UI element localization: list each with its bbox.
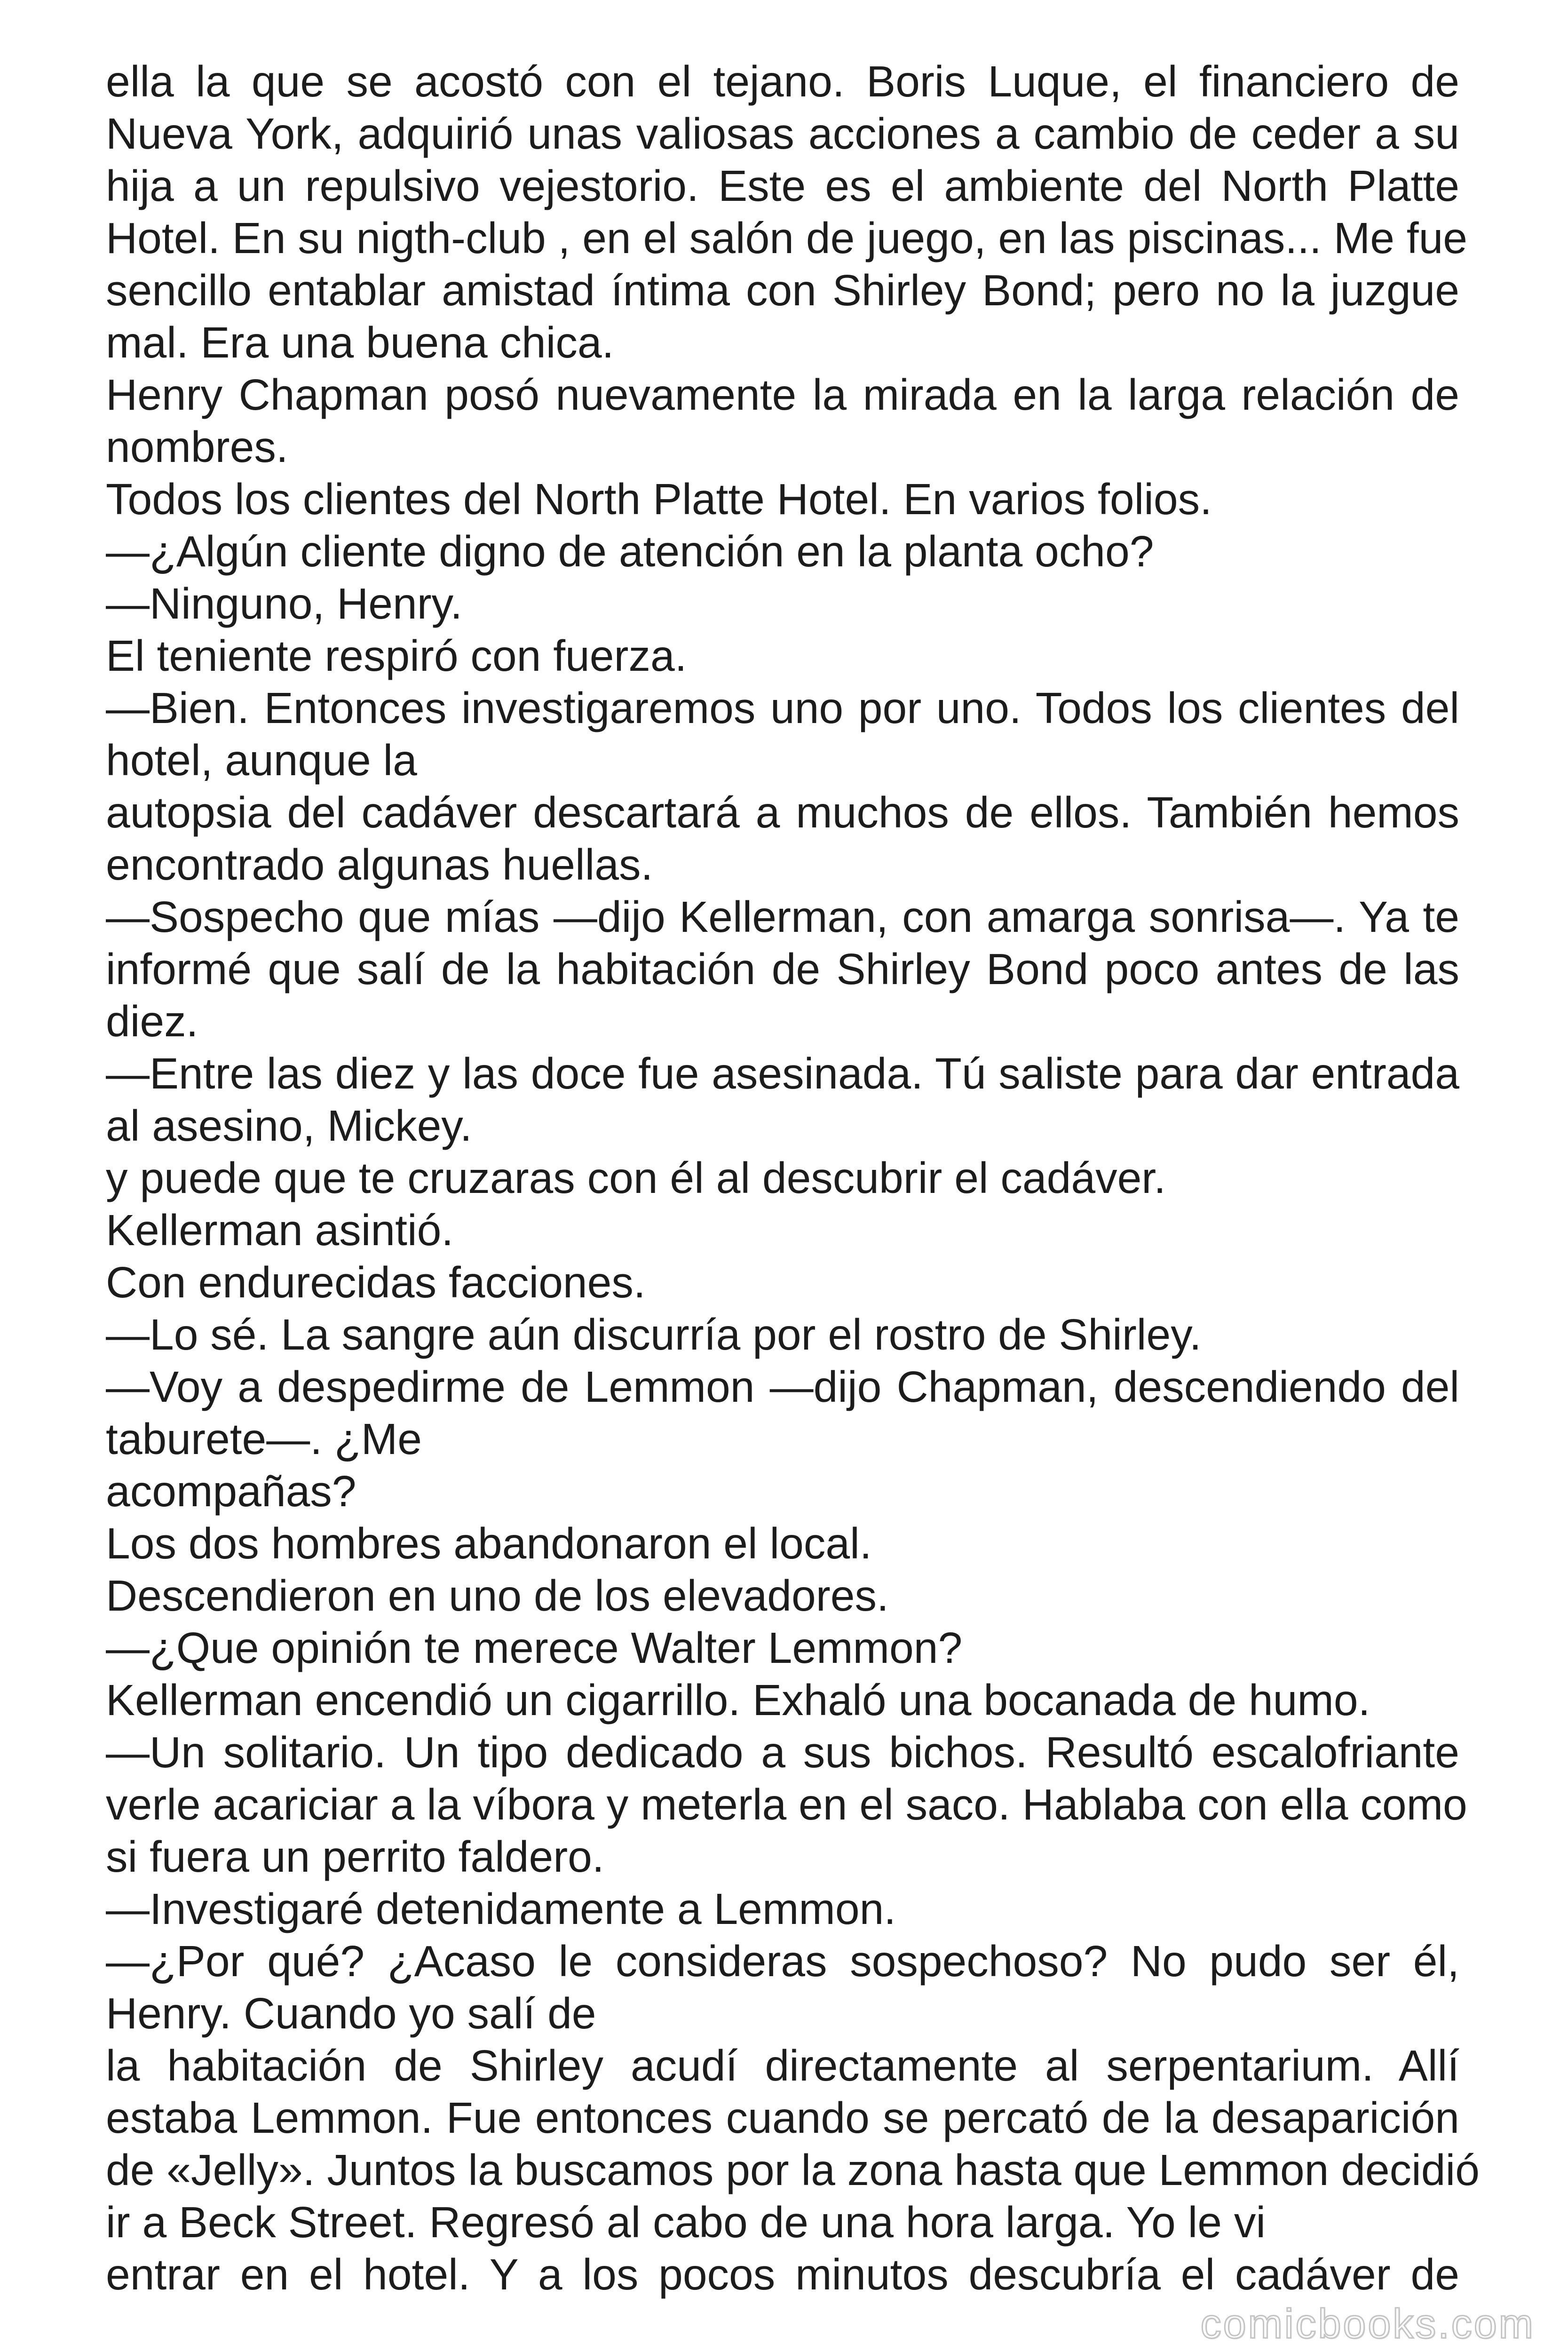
paragraph — [106, 2249, 1459, 2301]
text-line: —Un solitario. Un tipo dedicado a sus bichos. Resultó escalofriante — [106, 1728, 1459, 1777]
text-line: diez. — [106, 997, 198, 1046]
text-line: mal. Era una buena chica. — [106, 318, 614, 367]
text-line: si fuera un perrito faldero. — [106, 1832, 604, 1881]
paragraph — [106, 1465, 1459, 1518]
text-line: hija a un repulsivo vejestorio. Este es el ambiente del North Platte — [106, 161, 1459, 210]
paragraph — [106, 525, 1459, 578]
text-line: Nueva York, adquirió unas valiosas acciones a cambio de ceder a su — [106, 109, 1459, 158]
text-line: —Lo sé. La sangre aún discurría por el rostro de Shirley. — [106, 1310, 1202, 1359]
paragraph — [106, 1361, 1459, 1465]
paragraph — [106, 1152, 1459, 1204]
paragraph — [106, 1726, 1467, 1883]
text-line: hotel, aunque la — [106, 736, 417, 785]
paragraph — [106, 1204, 1459, 1256]
text-line: —Voy a despedirme de Lemmon —dijo Chapman, descendiendo del — [106, 1362, 1459, 1411]
text-line: Kellerman encendió un cigarrillo. Exhaló una bocanada de humo. — [106, 1676, 1370, 1724]
text-line: y puede que te cruzaras con él al descubrir el cadáver. — [106, 1153, 1166, 1202]
text-line: al asesino, Mickey. — [106, 1101, 472, 1150]
paragraph — [106, 56, 1468, 369]
text-line: Descendieron en uno de los elevadores. — [106, 1571, 889, 1620]
paragraph — [106, 473, 1459, 525]
paragraph — [106, 630, 1459, 682]
watermark: comicbooks.com — [1200, 2300, 1535, 2347]
paragraph — [106, 1935, 1459, 2040]
paragraph — [106, 1570, 1459, 1622]
text-line: Hotel. En su nigth-club , en el salón de juego, en las piscinas... Me fue — [106, 214, 1468, 262]
book-page-text — [106, 56, 1480, 2301]
paragraph — [106, 1256, 1459, 1309]
paragraph — [106, 1883, 1459, 1935]
text-line: —Sospecho que mías —dijo Kellerman, con amarga sonrisa—. Ya te — [106, 892, 1459, 941]
text-line: Henry Chapman posó nuevamente la mirada en la larga relación de — [106, 370, 1459, 419]
text-line: Todos los clientes del North Platte Hotel. En varios folios. — [106, 475, 1212, 524]
text-line: Con endurecidas facciones. — [106, 1258, 646, 1307]
paragraph — [106, 1674, 1459, 1726]
paragraph — [106, 891, 1459, 1048]
text-line: —¿Por qué? ¿Acaso le consideras sospechoso? No pudo ser él, — [106, 1937, 1459, 1986]
paragraph — [106, 682, 1459, 787]
text-line: Los dos hombres abandonaron el local. — [106, 1519, 872, 1568]
paragraph — [106, 369, 1459, 473]
text-line: acompañas? — [106, 1467, 356, 1516]
text-line: ir a Beck Street. Regresó al cabo de una hora larga. Yo le vi — [106, 2198, 1266, 2247]
text-line: —Ninguno, Henry. — [106, 579, 463, 628]
text-line: —Investigaré detenidamente a Lemmon. — [106, 1884, 896, 1933]
paragraph — [106, 1309, 1459, 1361]
paragraph — [106, 787, 1459, 891]
text-line: Kellerman asintió. — [106, 1206, 454, 1255]
text-line: de «Jelly». Juntos la buscamos por la zona hasta que Lemmon decidió — [106, 2145, 1480, 2194]
text-line: —Entre las diez y las doce fue asesinada. Tú saliste para dar entrada — [106, 1049, 1459, 1098]
paragraph — [106, 1518, 1459, 1570]
paragraph — [106, 2040, 1480, 2249]
text-line: sencillo entablar amistad íntima con Shirley Bond; pero no la juzgue — [106, 266, 1459, 315]
text-line: encontrado algunas huellas. — [106, 840, 653, 889]
text-line: —¿Que opinión te merece Walter Lemmon? — [106, 1623, 963, 1672]
text-line: Henry. Cuando yo salí de — [106, 1989, 596, 2038]
paragraph — [106, 578, 1459, 630]
text-line: autopsia del cadáver descartará a muchos de ellos. También hemos — [106, 788, 1459, 837]
text-line: El teniente respiró con fuerza. — [106, 631, 687, 680]
paragraph — [106, 1048, 1459, 1152]
text-line: —¿Algún cliente digno de atención en la planta ocho? — [106, 527, 1154, 576]
text-line: —Bien. Entonces investigaremos uno por uno. Todos los clientes del — [106, 683, 1459, 732]
text-line: ella la que se acostó con el tejano. Boris Luque, el financiero de — [106, 57, 1459, 106]
paragraph — [106, 1622, 1459, 1674]
text-line: la habitación de Shirley acudí directamente al serpentarium. Allí — [106, 2041, 1459, 2090]
text-line: verle acariciar a la víbora y meterla en el saco. Hablaba con ella como — [106, 1780, 1467, 1829]
text-line: taburete—. ¿Me — [106, 1414, 422, 1463]
text-line: estaba Lemmon. Fue entonces cuando se percató de la desaparición — [106, 2093, 1459, 2142]
text-line: informé que salí de la habitación de Shirley Bond poco antes de las — [106, 945, 1459, 993]
text-line: entrar en el hotel. Y a los pocos minutos descubría el cadáver de — [106, 2250, 1459, 2299]
text-line: nombres. — [106, 422, 288, 471]
